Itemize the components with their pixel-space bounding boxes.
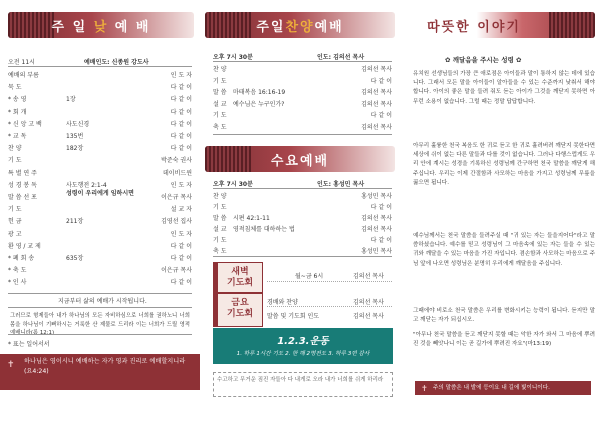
service-row xyxy=(8,82,192,91)
row-item: 기 도 xyxy=(213,204,227,211)
row-person: 김의선 목사 xyxy=(361,100,392,108)
footer-verse xyxy=(0,354,200,390)
row-item: 찬 양 xyxy=(213,66,227,73)
row-content: 211장 xyxy=(66,218,84,226)
friday-row-2-person: 김의선 목사 xyxy=(353,313,384,320)
cross-icon: ✝ xyxy=(7,360,15,370)
praise-time: 오후 7시 30분 xyxy=(213,54,253,61)
service-row xyxy=(8,131,192,140)
row-item: * 회 개 xyxy=(8,108,27,116)
row-person: 다 같 이 xyxy=(370,77,392,85)
row-person: 다 같 이 xyxy=(170,145,192,153)
row-item: 설 교 xyxy=(213,226,227,233)
row-person: 다 같 이 xyxy=(370,204,392,211)
service-row xyxy=(8,277,192,286)
row-item: 예배의 부름 xyxy=(8,72,39,79)
dawn-prayer-label: 새벽 기도회 xyxy=(213,262,263,293)
row-person: 다 같 이 xyxy=(170,84,192,92)
story-footer xyxy=(415,381,591,395)
row-item: * 신 앙 고 백 xyxy=(8,120,42,128)
divider xyxy=(267,306,392,307)
row-person: 다 같 이 xyxy=(170,96,192,104)
row-item: 말 씀 xyxy=(213,89,227,96)
row-person: 김의선 목사 xyxy=(361,89,392,96)
row-person: 인 도 자 xyxy=(170,72,192,79)
row-content: 사도신경 xyxy=(66,120,90,128)
invitation-note: 수고하고 무거운 짐진 자들아 다 내게로 오라 내가 너희를 쉬게 하리라 xyxy=(213,372,393,397)
dawn-prayer-time: 월~금 6시 xyxy=(295,273,324,280)
service-row xyxy=(8,192,192,201)
wednesday-time: 오후 7시 30분 xyxy=(213,181,253,188)
service-time: 오전 11시 xyxy=(8,59,35,66)
row-person: 데이비드윈 xyxy=(163,169,192,177)
story-paragraph-3: 예수님께서는 천국 말씀을 들려주실 때 "귀 있는 자는 들을지어다"라고 말씀하셨습니다. 예수를 믿고 성령님이 그 마음속에 있는 자는 들을 수 있는 귀와 깨달을 수 있는 마음을 가진 자입니다. 겸손함과 사모하는 마음으로 주님 앞에 나오면 성령님은 분명히 우리에게 깨달음을 주십니다. xyxy=(413,233,595,267)
wednesday-title: 수요예배 xyxy=(270,154,330,169)
row-content: 635장 xyxy=(66,255,84,262)
row-person: 박준숙 권사 xyxy=(161,157,192,165)
divider xyxy=(8,307,192,308)
cross-icon: ✝ xyxy=(421,384,428,393)
row-content: 영적침체를 대하하는 법 xyxy=(233,226,295,233)
row-item: 특 별 연 주 xyxy=(8,169,37,177)
row-person: 김의선 목사 xyxy=(361,66,392,73)
row-item: 묵 도 xyxy=(8,84,22,92)
wednesday-row xyxy=(213,235,392,244)
sunday-morning-title: 주 일 낮 예 배 xyxy=(51,20,151,35)
row-item: * 송 영 xyxy=(8,96,27,104)
dawn-prayer-person: 김의선 목사 xyxy=(353,273,384,280)
praise-row xyxy=(213,76,392,85)
service-row xyxy=(8,265,192,274)
praise-row xyxy=(213,99,392,108)
wednesday-row xyxy=(213,191,392,200)
sunday-praise-banner xyxy=(205,12,395,38)
story-subtitle: ✿ 깨달음을 주시는 성령 ✿ xyxy=(445,56,522,64)
standing-legend: * 표는 일어서서 xyxy=(8,341,50,348)
romans-verse: 그러므로 형제들아 내가 하나님의 모든 자비하심으로 너희를 권하노니 너희 몸을 하나님이 기뻐하시는 거룩한 산 제물로 드리라 이는 너희가 드릴 영적 예배니라(롬 12:1) xyxy=(10,313,190,336)
evening-services-column xyxy=(205,0,400,424)
row-content: 1장 xyxy=(66,96,76,104)
row-person: 이은규 목사 xyxy=(161,267,192,275)
row-content: 사도행전 2:1-4 xyxy=(66,181,107,189)
divider xyxy=(213,256,392,257)
divider xyxy=(213,134,392,135)
row-item: 기 도 xyxy=(213,112,227,119)
row-person: 김의선 목사 xyxy=(361,226,392,233)
row-person: 김의선 목사 xyxy=(361,123,392,131)
service-row xyxy=(8,143,192,152)
story-scripture: "아무나 천국 말씀을 듣고 깨닫지 못할 때는 악한 자가 와서 그 마음에 뿌려진 것을 빼앗나니 이는 곧 길가에 뿌려진 자요"(마13:19) xyxy=(413,332,595,348)
row-person: 홍성민 목사 xyxy=(361,193,392,200)
closing-text: 지금부터 삶의 예배가 시작됩니다. xyxy=(58,298,147,305)
row-item: 말 씀 xyxy=(213,215,227,222)
row-person: 인 도 자 xyxy=(170,230,192,238)
service-row xyxy=(8,70,192,79)
praise-row xyxy=(213,64,392,73)
friday-prayer-label: 금요 기도회 xyxy=(213,293,263,327)
story-paragraph-2: 아무리 훌륭한 천국 복음도 한 귀로 듣고 한 귀로 흘려버려 깨닫지 못한다면 세상에 쉬이 없는 다른 말들과 다를 것이 없습니다. 그러나 다행스럽게도 우리 안에 계시는 성경을 기록하신 성령님께 간구하면 천국 말씀을 깨닫게 해주십니다. 우리는 이제 간절함과 사모하는 마음을 가지고 성령님께 무릎을 꿇으면 됩니다. xyxy=(413,143,595,186)
footer-verse-text: 하나님은 영이시니 예배하는 자가 영과 진리로 예배할지니라 (요4:24) xyxy=(24,358,186,375)
row-content: 예수님은 누구인가? xyxy=(233,100,285,108)
row-content: 성령이 우리에게 임하시면 xyxy=(66,190,134,197)
row-item: * 폐 회 송 xyxy=(8,255,35,262)
row-item: 기 도 xyxy=(213,77,227,85)
row-person: 이은규 목사 xyxy=(161,194,192,201)
divider xyxy=(8,293,192,294)
wednesday-row xyxy=(213,213,392,222)
row-person: 다 같 이 xyxy=(370,112,392,119)
service-row xyxy=(8,216,192,225)
row-item: 말 씀 선 포 xyxy=(8,194,37,201)
praise-row xyxy=(213,87,392,96)
service-row xyxy=(8,204,192,213)
praise-row xyxy=(213,110,392,119)
row-item: 광 고 xyxy=(8,230,22,238)
row-item: 찬 양 xyxy=(213,193,227,200)
praise-leader: 인도: 김의선 목사 xyxy=(317,54,365,61)
service-row xyxy=(8,229,192,238)
row-person: 다 같 이 xyxy=(170,242,192,250)
sunday-praise-title: 주일찬양예배 xyxy=(256,20,344,35)
row-person: 김영선 집사 xyxy=(161,218,192,226)
wednesday-row xyxy=(213,246,392,255)
row-person: 홍성민 목사 xyxy=(361,248,392,255)
row-person: 김의선 목사 xyxy=(361,215,392,222)
divider xyxy=(213,188,392,189)
friday-row-2: 말씀 및 기도회 인도 xyxy=(267,313,320,320)
row-item: 설 교 xyxy=(213,100,227,108)
service-row xyxy=(8,155,192,164)
motto-text: 1. 하루 1시간 기도 2. 한 해 2명전도 3. 하루 3번 감사 xyxy=(236,351,370,357)
wednesday-leader: 인도: 홍성민 목사 xyxy=(317,181,365,188)
row-item: 헌 금 xyxy=(8,218,22,226)
story-paragraph-4: 그때에야 비로소 천국 말씀은 우리를 변화시키는 능력이 됩니다. 듣지만 말고 깨닫는 자가 되십시오. xyxy=(413,308,595,324)
service-row xyxy=(8,253,192,262)
sunday-morning-banner xyxy=(8,12,194,38)
friday-row-1-person: 김의선 목사 xyxy=(353,299,384,306)
row-item: 축 도 xyxy=(213,123,227,131)
row-item: * 축 도 xyxy=(8,267,27,275)
row-content: 마태복음 16:16-19 xyxy=(233,89,286,96)
row-person: 다 같 이 xyxy=(370,237,392,244)
row-person: 다 같 이 xyxy=(170,133,192,140)
sunday-morning-column xyxy=(0,0,200,424)
divider xyxy=(267,281,392,282)
row-item: 성 경 봉 독 xyxy=(8,181,37,189)
row-item: 기 도 xyxy=(213,237,227,244)
divider xyxy=(8,334,192,335)
row-item: 기 도 xyxy=(8,206,22,214)
row-item: 환 영 / 교 제 xyxy=(8,242,41,250)
praise-row xyxy=(213,122,392,131)
row-item: 축 도 xyxy=(213,248,227,255)
story-title: 따뜻한 이야기 xyxy=(427,20,521,35)
row-person: 다 같 이 xyxy=(170,255,192,262)
row-content: 시편 42:1-11 xyxy=(233,215,270,222)
story-column xyxy=(405,0,600,424)
row-content: 135번 xyxy=(66,133,84,140)
row-person: 다 같 이 xyxy=(170,279,192,287)
row-person: 다 같 이 xyxy=(170,120,192,128)
wednesday-row xyxy=(213,202,392,211)
motto-title: 1.2.3.운동 xyxy=(277,336,329,347)
service-row xyxy=(8,119,192,128)
service-leader: 예배인도: 신종원 강도사 xyxy=(84,59,149,66)
banner-stripes xyxy=(549,12,595,38)
story-banner xyxy=(413,12,595,38)
row-item: 기 도 xyxy=(8,157,22,165)
divider xyxy=(8,66,192,67)
wednesday-row xyxy=(213,224,392,233)
story-footer-text: 주의 말씀은 내 발에 등이요 내 길에 빛이니이다. xyxy=(433,385,550,391)
service-row xyxy=(8,180,192,189)
row-content: 182장 xyxy=(66,145,84,153)
divider xyxy=(213,61,392,62)
service-row xyxy=(8,168,192,177)
service-row xyxy=(8,94,192,103)
motto-box xyxy=(213,328,393,364)
service-row xyxy=(8,107,192,116)
row-person: 인 도 자 xyxy=(170,181,192,189)
row-person: 다 같 이 xyxy=(170,108,192,116)
row-person: 설 교 자 xyxy=(170,206,192,214)
friday-row-1: 경배와 찬양 xyxy=(267,299,298,306)
row-item: 찬 양 xyxy=(8,145,22,153)
service-row xyxy=(8,241,192,250)
row-item: * 인 사 xyxy=(8,279,27,287)
wednesday-banner xyxy=(205,146,395,172)
row-item: * 교 독 xyxy=(8,133,27,140)
story-paragraph-1: 유치원 선생님들의 가장 큰 애로점은 아이들과 말이 통하지 않는 데에 있습니다. 그래서 모든 말을 아이들이 알아들을 수 있는 수준까지 낮춰서 해야 합니다. 아이의 좋은 말을 들려 줘도 듣는 아이가 그것을 깨닫지 못하면 아무런 소용이 없습니다. 그럴 때는 정말 답답합니다. xyxy=(413,71,595,105)
